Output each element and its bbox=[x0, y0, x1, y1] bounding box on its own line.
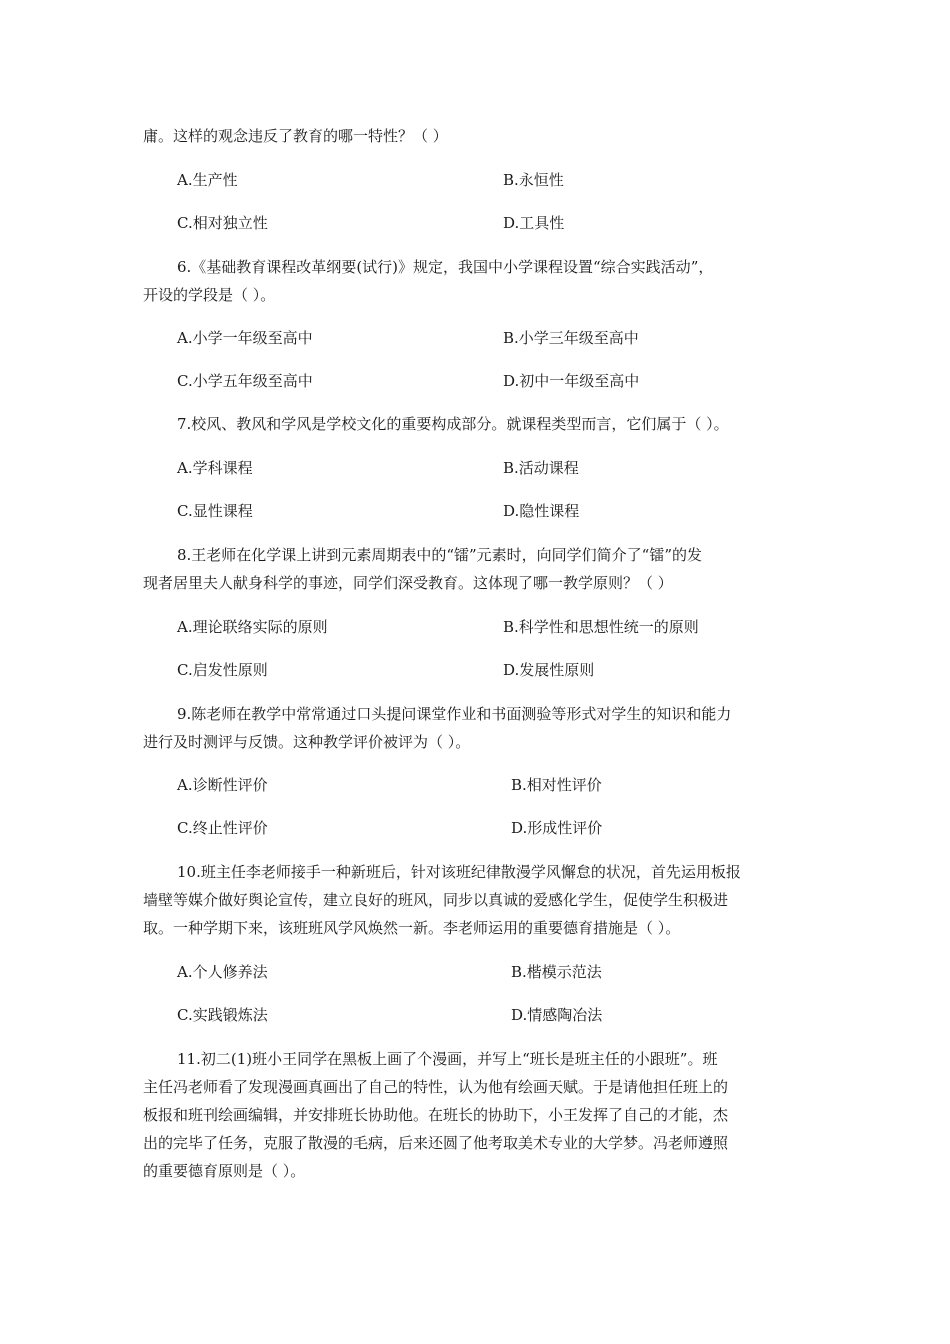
q6-option-a: A.小学一年级至高中 bbox=[177, 329, 313, 347]
q9-text-line2: 进行及时测评与反馈。这种教学评价被评为（ ）。 bbox=[143, 733, 471, 751]
q5-option-b: B.永恒性 bbox=[503, 171, 564, 189]
q7-option-a: A.学科课程 bbox=[177, 459, 253, 477]
q8-text-line2: 现者居里夫人献身科学的事迹，同学们深受教育。这体现了哪一教学原则？（ ） bbox=[143, 574, 673, 592]
q9-option-c: C.终止性评价 bbox=[177, 819, 268, 837]
q9-option-b: B.相对性评价 bbox=[511, 776, 602, 794]
q9-text-line1: 9.陈老师在教学中常常通过口头提问课堂作业和书面测验等形式对学生的知识和能力 bbox=[177, 705, 732, 723]
q5-option-a: A.生产性 bbox=[177, 171, 238, 189]
q5-option-c: C.相对独立性 bbox=[177, 214, 268, 232]
q7-option-b: B.活动课程 bbox=[503, 459, 579, 477]
q10-text-line3: 取。一种学期下来，该班班风学风焕然一新。李老师运用的重要德育措施是（ ）。 bbox=[143, 919, 681, 937]
q10-text-line1: 10.班主任李老师接手一种新班后，针对该班纪律散漫学风懈怠的状况，首先运用板报 bbox=[177, 863, 741, 881]
q11-text-line4: 出的完毕了任务，克服了散漫的毛病，后来还圆了他考取美术专业的大学梦。冯老师遵照 bbox=[143, 1134, 729, 1152]
q7-option-d: D.隐性课程 bbox=[503, 502, 580, 520]
q10-option-a: A.个人修养法 bbox=[177, 963, 268, 981]
q10-option-b: B.楷模示范法 bbox=[511, 963, 602, 981]
q10-text-line2: 墙壁等媒介做好舆论宣传，建立良好的班风，同步以真诚的爱感化学生，促使学生积极进 bbox=[143, 891, 729, 909]
q7-text-line1: 7.校风、教风和学风是学校文化的重要构成部分。就课程类型而言，它们属于（ ）。 bbox=[177, 415, 729, 433]
q5-text: 庸。这样的观念违反了教育的哪一特性？（ ） bbox=[143, 127, 448, 145]
q8-option-c: C.启发性原则 bbox=[177, 661, 268, 679]
q8-option-d: D.发展性原则 bbox=[503, 661, 595, 679]
q11-text-line1: 11.初二(1)班小王同学在黑板上画了个漫画，并写上“班长是班主任的小跟班”。班 bbox=[177, 1050, 718, 1068]
q6-option-d: D.初中一年级至高中 bbox=[503, 372, 640, 390]
q8-option-a: A.理论联络实际的原则 bbox=[177, 618, 328, 636]
q6-option-c: C.小学五年级至高中 bbox=[177, 372, 313, 390]
q9-option-a: A.诊断性评价 bbox=[177, 776, 268, 794]
q6-text-line1: 6.《基础教育课程改革纲要(试行)》规定，我国中小学课程设置“综合实践活动”， bbox=[177, 258, 714, 276]
q10-option-c: C.实践锻炼法 bbox=[177, 1006, 268, 1024]
q8-text-line1: 8.王老师在化学课上讲到元素周期表中的“镭”元素时，向同学们简介了“镭”的发 bbox=[177, 546, 702, 564]
q10-option-d: D.情感陶冶法 bbox=[511, 1006, 603, 1024]
q7-option-c: C.显性课程 bbox=[177, 502, 253, 520]
q11-text-line3: 板报和班刊绘画编辑，并安排班长协助他。在班长的协助下，小王发挥了自己的才能，杰 bbox=[143, 1106, 729, 1124]
q6-option-b: B.小学三年级至高中 bbox=[503, 329, 639, 347]
q9-option-d: D.形成性评价 bbox=[511, 819, 603, 837]
q11-text-line5: 的重要德育原则是（ ）。 bbox=[143, 1162, 306, 1180]
q8-option-b: B.科学性和思想性统一的原则 bbox=[503, 618, 699, 636]
q6-text-line2: 开设的学段是（ ）。 bbox=[143, 286, 276, 304]
q5-option-d: D.工具性 bbox=[503, 214, 565, 232]
q11-text-line2: 主任冯老师看了发现漫画真画出了自己的特性，认为他有绘画天赋。于是请他担任班上的 bbox=[143, 1078, 729, 1096]
